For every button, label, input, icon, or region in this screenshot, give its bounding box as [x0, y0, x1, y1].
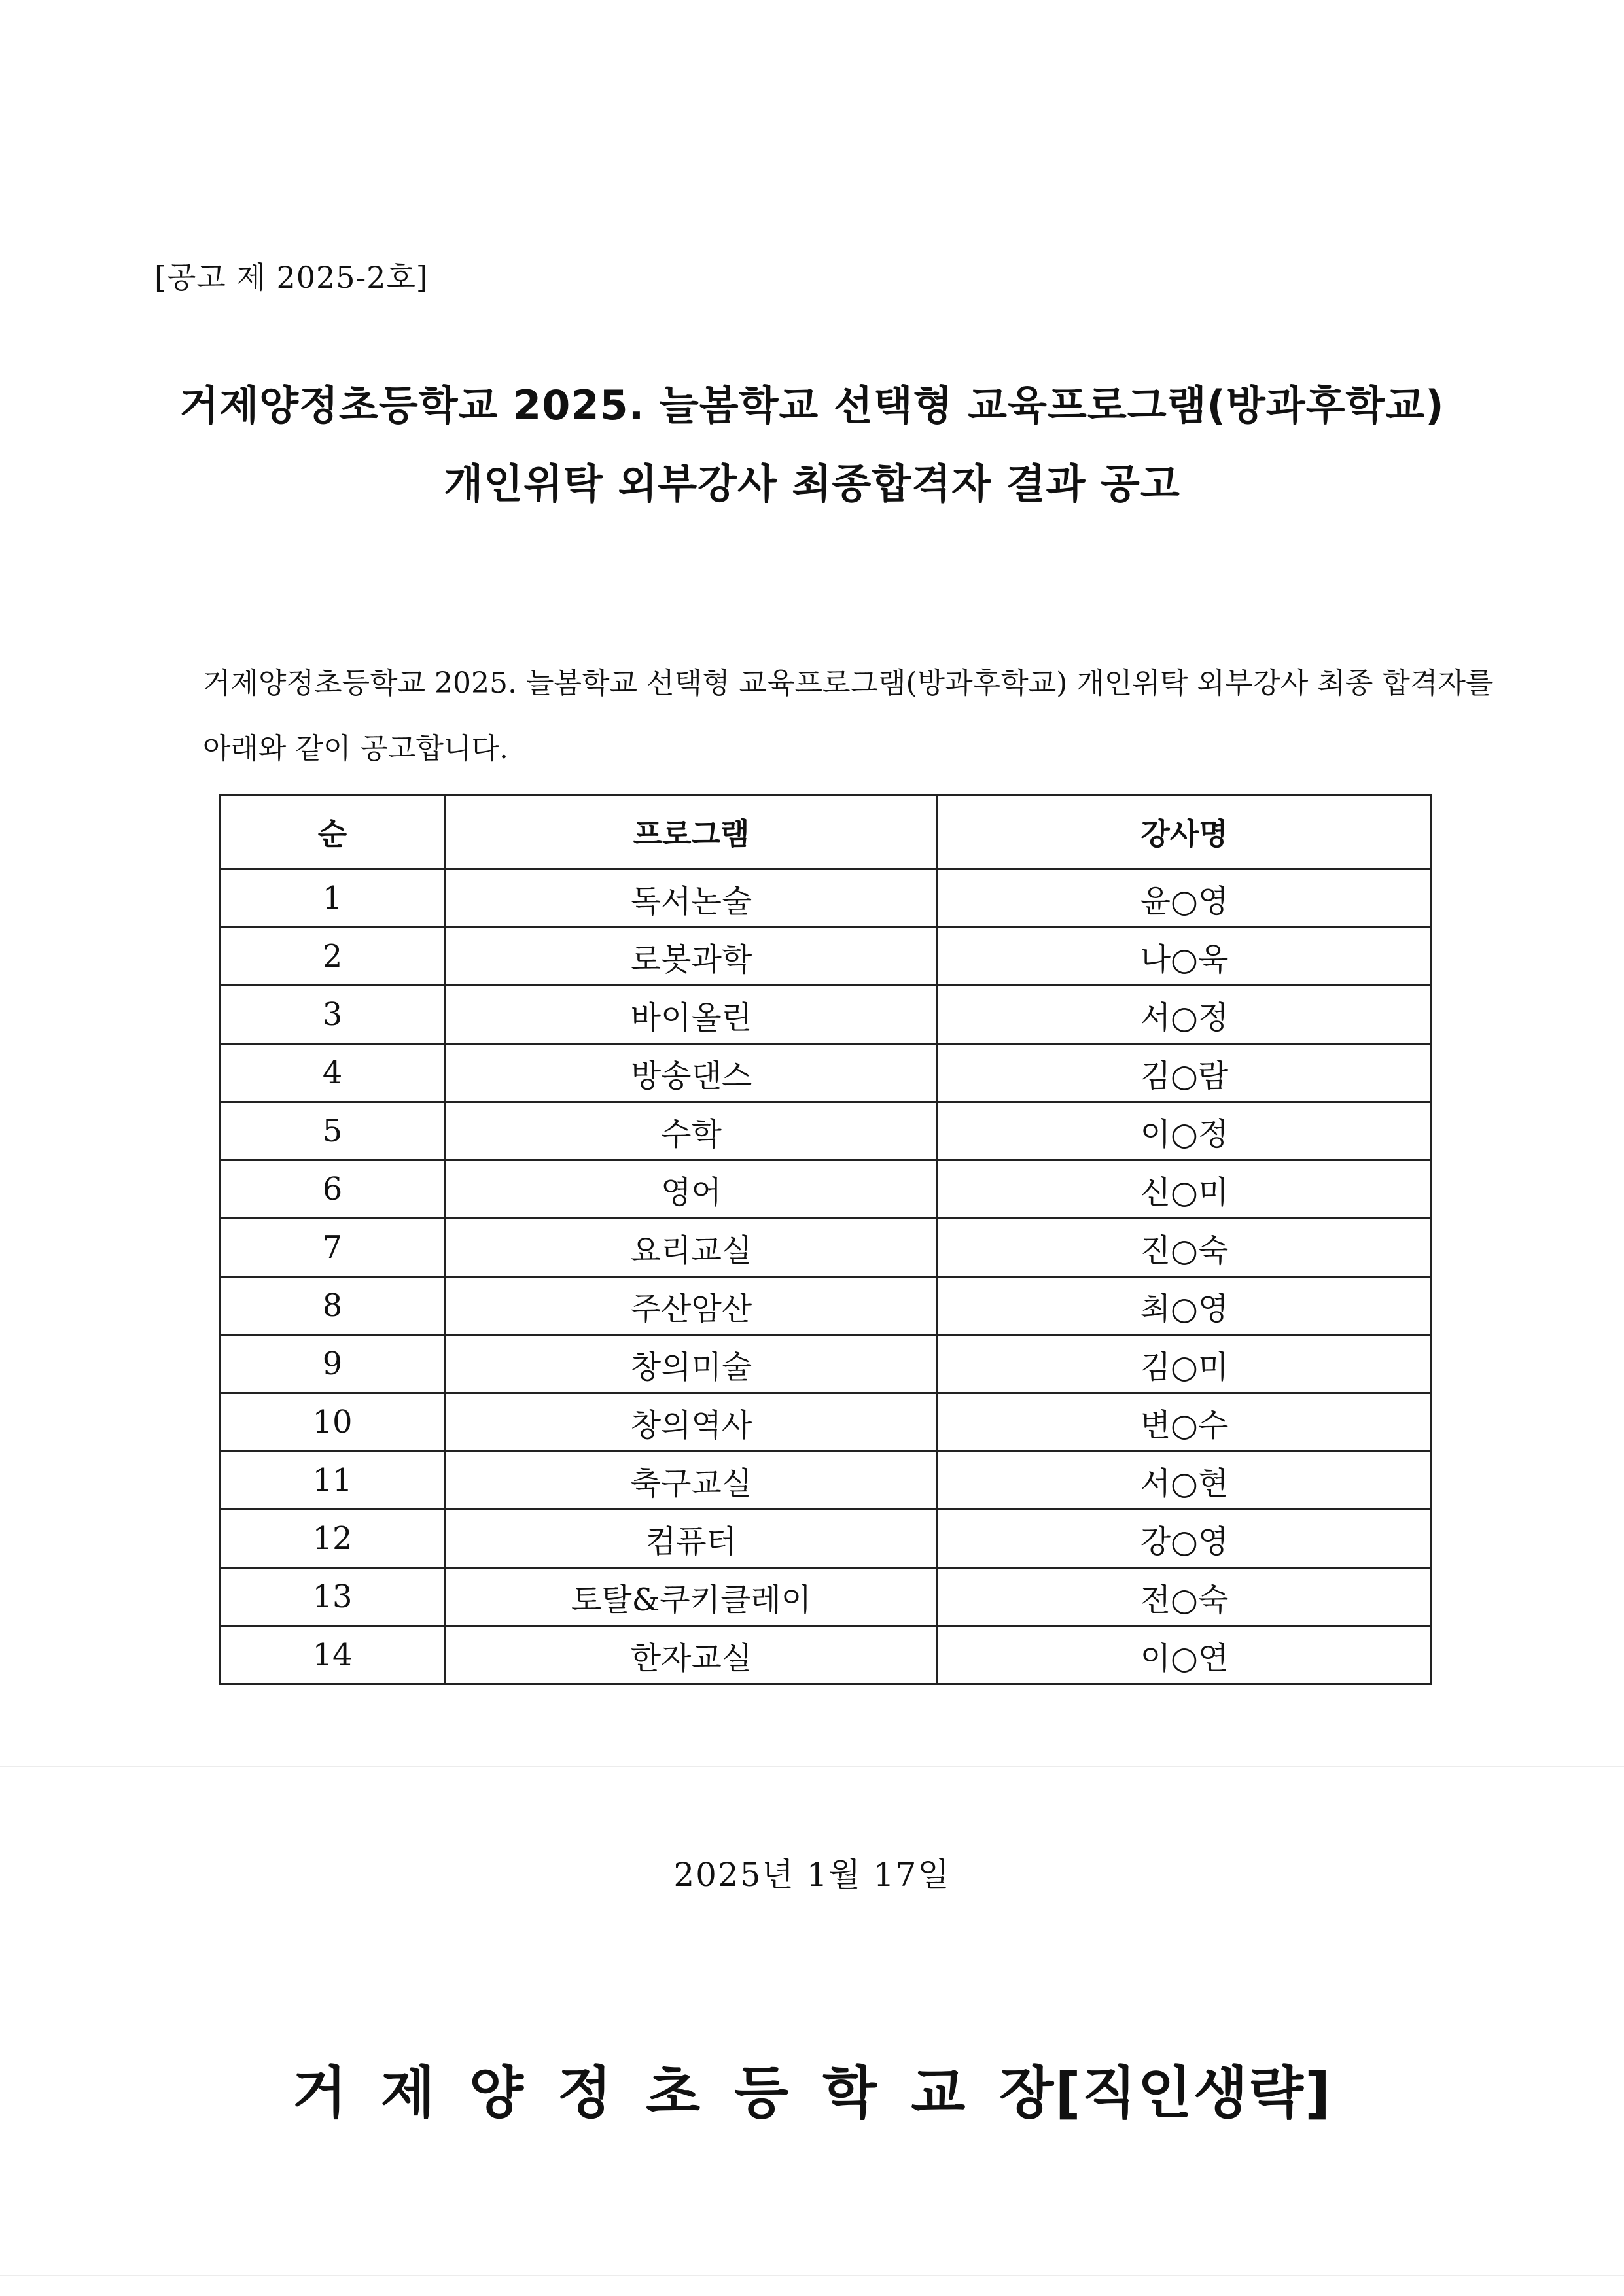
table-row — [220, 1510, 1432, 1568]
row-number-cell: 3 — [220, 986, 446, 1044]
program-name-cell: 로봇과학 — [446, 928, 938, 986]
program-name-cell: 창의역사 — [446, 1393, 938, 1452]
intro-text-line-2: 아래와 같이 공고합니다. — [203, 732, 508, 765]
row-number-cell: 4 — [220, 1044, 446, 1102]
header-instructor: 강사명 — [938, 795, 1432, 869]
table-row — [220, 1219, 1432, 1277]
header-program: 프로그램 — [446, 795, 938, 869]
signature-title: 장[직인생략] — [999, 2061, 1332, 2126]
program-name-cell: 요리교실 — [446, 1219, 938, 1277]
instructor-name-cell: 진○숙 — [938, 1219, 1432, 1277]
row-number-cell: 5 — [220, 1102, 446, 1160]
notice-number: [공고 제 2025-2호] — [154, 260, 429, 295]
row-number-cell: 14 — [220, 1626, 446, 1684]
instructor-name-cell: 김○미 — [938, 1335, 1432, 1393]
instructor-name-cell: 변○수 — [938, 1393, 1432, 1452]
instructor-name-cell: 강○영 — [938, 1510, 1432, 1568]
table-row — [220, 1626, 1432, 1684]
row-number-cell: 13 — [220, 1568, 446, 1626]
program-name-cell: 수학 — [446, 1102, 938, 1160]
program-name-cell: 영어 — [446, 1160, 938, 1219]
program-name-cell: 컴퓨터 — [446, 1510, 938, 1568]
program-name-cell: 창의미술 — [446, 1335, 938, 1393]
row-number-cell: 2 — [220, 928, 446, 986]
table-row — [220, 1393, 1432, 1452]
document-title-line-2: 개인위탁 외부강사 최종합격자 결과 공고 — [444, 460, 1180, 508]
row-number-cell: 1 — [220, 869, 446, 928]
program-name-cell: 한자교실 — [446, 1626, 938, 1684]
table-row — [220, 1335, 1432, 1393]
table-row — [220, 1160, 1432, 1219]
program-name-cell: 방송댄스 — [446, 1044, 938, 1102]
program-name-cell: 축구교실 — [446, 1452, 938, 1510]
program-name-cell: 독서논술 — [446, 869, 938, 928]
instructor-name-cell: 최○영 — [938, 1277, 1432, 1335]
document-title-line-1: 거제양정초등학교 2025. 늘봄학교 선택형 교육프로그램(방과후학교) — [179, 381, 1445, 429]
intro-text-line-1: 거제양정초등학교 2025. 늘봄학교 선택형 교육프로그램(방과후학교) 개인위탁 외부강사 최종 합격자를 — [203, 667, 1494, 700]
instructor-name-cell: 나○욱 — [938, 928, 1432, 986]
row-number-cell: 9 — [220, 1335, 446, 1393]
row-number-cell: 7 — [220, 1219, 446, 1277]
instructor-name-cell: 전○숙 — [938, 1568, 1432, 1626]
instructor-name-cell: 김○람 — [938, 1044, 1432, 1102]
instructor-name-cell: 서○정 — [938, 986, 1432, 1044]
row-number-cell: 10 — [220, 1393, 446, 1452]
table-row — [220, 986, 1432, 1044]
header-number: 순 — [220, 795, 446, 869]
row-number-cell: 11 — [220, 1452, 446, 1510]
table-header-row — [220, 795, 1432, 869]
program-name-cell: 토탈&쿠키클레이 — [446, 1568, 938, 1626]
signature-school-name: 거제양정초등학교 — [292, 2061, 1000, 2126]
results-table-container — [219, 794, 1430, 1685]
table-row — [220, 928, 1432, 986]
table-row — [220, 1044, 1432, 1102]
instructor-name-cell: 이○연 — [938, 1626, 1432, 1684]
table-body — [220, 869, 1432, 1684]
notice-date: 2025년 1월 17일 — [673, 1856, 951, 1894]
row-number-cell: 6 — [220, 1160, 446, 1219]
instructor-name-cell: 이○정 — [938, 1102, 1432, 1160]
table-row — [220, 1277, 1432, 1335]
table-row — [220, 869, 1432, 928]
table-row — [220, 1452, 1432, 1510]
row-number-cell: 12 — [220, 1510, 446, 1568]
instructor-name-cell: 윤○영 — [938, 869, 1432, 928]
table-row — [220, 1102, 1432, 1160]
divider — [0, 2275, 1624, 2276]
instructor-name-cell: 서○현 — [938, 1452, 1432, 1510]
row-number-cell: 8 — [220, 1277, 446, 1335]
signature — [0, 2047, 1624, 2129]
divider — [0, 1766, 1624, 1767]
instructor-name-cell: 신○미 — [938, 1160, 1432, 1219]
program-name-cell: 주산암산 — [446, 1277, 938, 1335]
program-name-cell: 바이올린 — [446, 986, 938, 1044]
results-table — [219, 794, 1432, 1685]
table-row — [220, 1568, 1432, 1626]
